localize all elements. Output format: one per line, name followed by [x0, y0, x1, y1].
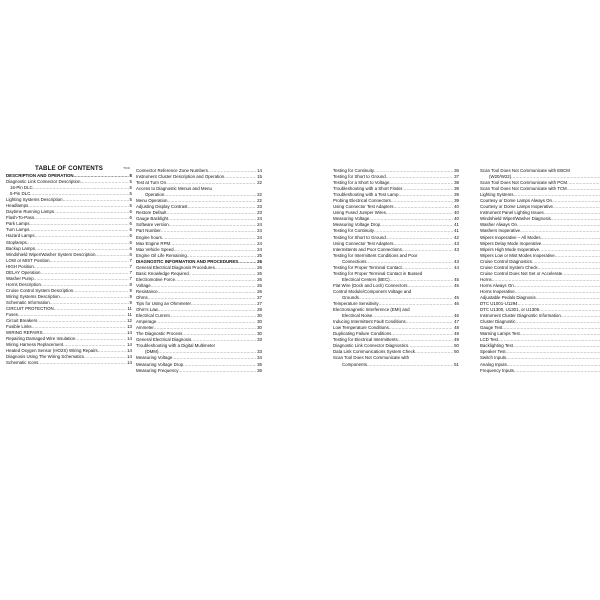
toc-entry-title: Washer Pump: [6, 275, 34, 281]
toc-entry-title: Repairing Damaged Wire Insulation: [6, 336, 76, 342]
toc-entry-page: 24: [257, 228, 262, 234]
toc-entry-title: Troubleshooting with a Test Lamp: [333, 192, 399, 198]
toc-entry-page: 51: [454, 361, 459, 367]
toc-entry-title: (W20/W22): [489, 174, 512, 180]
toc-entry-title: Ohm's Law: [136, 307, 158, 313]
toc-entry-leader: [178, 368, 256, 374]
toc-entry-page: 46: [454, 301, 459, 307]
toc-entry-title: WIRING REPAIRS: [6, 330, 43, 336]
toc-entry-title: Resistance: [136, 288, 158, 294]
toc-entry-title: Testing for Continuity: [333, 168, 374, 173]
toc-entry-title: Testing for Short to Ground: [333, 234, 386, 240]
toc-entry[interactable]: [6, 360, 132, 366]
toc-entry-page: 43: [454, 240, 459, 246]
toc-entry-page: 7: [129, 257, 132, 263]
toc-entry-page: 41: [454, 222, 459, 228]
toc-entry-page: 22: [257, 198, 262, 204]
toc-entry-page: 23: [257, 204, 262, 210]
toc-entry-page: 14: [127, 360, 132, 366]
toc-entry-title: Low Temperature Conditions: [333, 325, 389, 331]
toc-entry-title: Testing for Continuity: [333, 228, 374, 234]
toc-entry-title: Duplicating Failure Conditions: [333, 331, 392, 337]
toc-entry-title: Scan Tool Does Not Communicate with PCM: [480, 180, 568, 186]
toc-entry-page: 30: [257, 313, 262, 319]
toc-title-text: TABLE OF CONTENTS: [35, 165, 103, 172]
toc-entry-title: Backup Lamps: [6, 245, 36, 251]
toc-entry-title: Wipers High Mode Inoperative: [480, 246, 540, 252]
toc-entry-title: Diagnostic Link Connector Description: [6, 179, 81, 185]
toc-entry-title: Control Module/Component Voltage and: [333, 288, 412, 294]
toc-entry-title: Testing for Electrical Intermittents: [333, 337, 398, 343]
toc-entry-page: 24: [257, 222, 262, 228]
toc-entry-title: DTC U1001-U1294: [480, 301, 518, 307]
toc-entry-title: Windshield Wiper/Washer System Description: [6, 251, 96, 257]
toc-entry-title: Software version: [136, 222, 169, 228]
toc-entry-page: 14: [127, 342, 132, 348]
toc-entry-page: 30: [257, 319, 262, 325]
toc-entry-title: Menu Operation: [136, 198, 168, 204]
toc-entry-page: 26: [257, 258, 262, 264]
toc-entry-page: 6: [129, 245, 132, 251]
toc-entry-title: Washers Inoperative: [480, 228, 521, 234]
toc-entry-page: 35: [257, 361, 262, 367]
toc-entry-title: DIAGNOSTIC INFORMATION AND PROCEDURES: [136, 258, 239, 264]
toc-entry-title: Horns Always On: [480, 282, 514, 288]
toc-entry-title: Data Link Communications System Check: [333, 349, 415, 355]
toc-entry-title: Wipers Low or Mist Modes Inoperative: [480, 252, 555, 258]
toc-entry-title: Lighting Systems Description: [6, 197, 63, 203]
toc-entry-page: 6: [129, 215, 132, 221]
toc-entry-page: 34: [257, 355, 262, 361]
toc-entry-title: Analog Inputs: [480, 361, 507, 367]
toc-entry-title: Lighting Systems: [480, 192, 514, 198]
toc-entry-title: Grounds: [342, 294, 359, 300]
toc-entry-title: Ohms: [136, 294, 148, 300]
toc-entry-page: 27: [257, 294, 262, 300]
toc-entry-title: Diagnostic Link Connector Diagnostics: [333, 343, 409, 349]
toc-column-4: [480, 168, 600, 374]
toc-entry-page: 39: [454, 198, 459, 204]
toc-entry-page: 40: [454, 216, 459, 222]
toc-entry-title: Speaker Test: [480, 349, 506, 355]
toc-entry-title: Engine hours: [136, 234, 162, 240]
toc-entry-title: Switch Inputs: [480, 355, 507, 361]
toc-entry-title: HIGH Position: [6, 263, 34, 269]
toc-entries-4: [480, 168, 600, 374]
toc-entry-title: Using Connector Test Adapters: [333, 204, 394, 210]
toc-entry-title: Headlamps: [6, 203, 29, 209]
toc-entry-page: 24: [257, 240, 262, 246]
toc-entry-page: 24: [257, 216, 262, 222]
toc-entry-page: 5: [129, 179, 132, 185]
toc-entry-title: Instrument Panel Lighting Issues: [480, 210, 544, 216]
toc-entry-title: DESCRIPTION AND OPERATION: [6, 173, 74, 178]
toc-entry-title: Measuring Voltage Drop: [136, 361, 184, 367]
toc-entry-title: Schematic Information: [6, 299, 50, 305]
toc-entry-page: 9: [129, 287, 132, 293]
toc-entry-title: Temperature Sensitivity: [333, 301, 379, 307]
toc-entry-title: Instrument Cluster Description and Operation: [136, 174, 225, 180]
toc-entry-title: Adjusting Display Contrast: [136, 204, 188, 210]
toc-entry-title: Scan Tool Does Not Communicate with: [333, 355, 410, 361]
toc-entry-title: Voltage: [136, 282, 151, 288]
toc-entry-title: Troubleshooting with a Short Finder: [333, 186, 403, 192]
toc-entry-title: Wipers Inoperative – All Modes: [480, 234, 541, 240]
toc-entry-title: Tips for Using an Ohmmeter: [136, 301, 191, 307]
toc-entry-page: 11: [127, 312, 132, 318]
toc-entry-title: Testing for Proper Terminal Contact in Bussed: [333, 270, 423, 276]
toc-entry-title: Scan Tool Does Not Communicate with TCM: [480, 186, 567, 192]
toc-entry-title: Circuit Breakers: [6, 318, 38, 324]
toc-entry-page: 26: [257, 282, 262, 288]
toc-entry-page: 38: [454, 180, 459, 186]
toc-entry-title: The Diagnostic Process: [136, 331, 183, 337]
toc-entry-page: 48: [454, 325, 459, 331]
toc-entry-page: 28: [257, 307, 262, 313]
toc-entry-page: 9: [129, 299, 132, 305]
toc-entry-title: (DMM): [145, 349, 159, 355]
toc-entry-page: 45: [454, 282, 459, 288]
toc-entry-title: Instrument Cluster Diagnostic Information: [480, 313, 561, 319]
toc-entry-title: Cruise Control Does Not Set or Accelerate: [480, 270, 563, 276]
toc-entry-title: Cruise Control System Description: [6, 287, 74, 293]
toc-entry-page: 6: [129, 233, 132, 239]
toc-entry-title: Horns: [480, 276, 492, 282]
toc-entry-page: 27: [257, 301, 262, 307]
toc-entry-title: Basic Knowledge Required: [136, 270, 189, 276]
toc-entry-page: 5: [129, 203, 132, 209]
toc-entry-page: 26: [257, 270, 262, 276]
toc-entry-title: Operation: [145, 192, 165, 198]
toc-entry-page: 22: [257, 192, 262, 198]
toc-entry-page: 40: [454, 210, 459, 216]
toc-entry-title: 5-Pin DLC: [10, 191, 31, 197]
toc-entry-title: Daytime Running Lamps: [6, 209, 55, 215]
toc-entry-page: 7: [129, 263, 132, 269]
toc-entry-title: General Electrical Diagnosis: [136, 337, 192, 343]
toc-entry-title: Testing for Short to Ground: [333, 174, 386, 180]
toc-entry-page: 7: [129, 275, 132, 281]
toc-entry-title: CIRCUIT PROTECTION: [6, 306, 54, 312]
toc-entry-page: 6: [129, 251, 132, 257]
toc-entry-title: Scan Tool Does Not Communicate with EBCM: [480, 168, 570, 173]
toc-entry[interactable]: [333, 362, 459, 368]
toc-entry-title: Frequency Inputs: [480, 367, 514, 373]
toc-column-1: [6, 165, 132, 367]
toc-entry[interactable]: [136, 368, 262, 374]
toc-entry-title: Inducing Intermittent Fault Conditions: [333, 319, 406, 325]
toc-entry[interactable]: [480, 368, 600, 374]
toc-column-3: [333, 168, 459, 368]
toc-entry-page: 47: [454, 319, 459, 325]
toc-entry-page: 9: [129, 293, 132, 299]
toc-entry-title: LCD Test: [480, 337, 498, 343]
toc-entry-page: 43: [454, 246, 459, 252]
toc-entry-page: 49: [454, 337, 459, 343]
toc-entry-page: 45: [454, 276, 459, 282]
toc-entry-title: Fusible Links: [6, 324, 32, 330]
toc-entry-title: Electrical Centers (BEC): [342, 276, 390, 282]
toc-entry-title: Components: [342, 361, 367, 367]
toc-entry-title: Test at Turn On: [136, 180, 167, 186]
toc-entry-page: 11: [127, 306, 132, 312]
toc-entry-page: 46: [454, 313, 459, 319]
toc-entries-1: [6, 173, 132, 367]
toc-entry-title: LOW or MIST Position: [6, 257, 50, 263]
toc-entry-page: 25: [257, 252, 262, 258]
toc-entry-page: 37: [454, 174, 459, 180]
toc-entry-title: Electrical Noise: [342, 313, 373, 319]
toc-entry-page: 14: [257, 168, 262, 173]
toc-entry-page: 44: [454, 264, 459, 270]
toc-entry-title: Using Fused Jumper Wires: [333, 210, 386, 216]
toc-entry-page: 6: [129, 227, 132, 233]
toc-entry-title: DTC U1300, U1301, or U1305: [480, 307, 540, 313]
toc-entry-page: 15: [257, 174, 262, 180]
toc-entry-title: Part Number: [136, 228, 161, 234]
toc-entry-page: 36: [257, 367, 262, 373]
toc-entry-title: Electrical Current: [136, 313, 170, 319]
toc-entry-title: Probing Electrical Connectors: [333, 198, 391, 204]
toc-entry-page: 33: [257, 349, 262, 355]
toc-entry-title: Cruise Control System Check: [480, 264, 538, 270]
toc-entry-page: 23: [257, 210, 262, 216]
toc-entry-title: Turn Lamps: [6, 227, 30, 233]
toc-entry-page: 5: [129, 191, 132, 197]
toc-entry-title: Gauge Backlight: [136, 216, 169, 222]
toc-entry-title: Stoplamps: [6, 239, 27, 245]
toc-entry-page: 50: [454, 349, 459, 355]
toc-entry-title: Park Lamps: [6, 221, 30, 227]
toc-entry-title: Courtesy or Dome Lamps Inoperative: [480, 204, 553, 210]
toc-entry-page: 30: [257, 325, 262, 331]
toc-entry-title: Max Engine RPM: [136, 240, 171, 246]
toc-entry-page: 42: [454, 234, 459, 240]
toc-entry-leader: [407, 283, 453, 289]
toc-entry-page: 45: [454, 294, 459, 300]
toc-entry-title: Heated Oxygen Sensor (HO2S) Wiring Repairs: [6, 348, 98, 354]
toc-entry-page: 6: [129, 239, 132, 245]
toc-entry-title: DELAY Operation: [6, 269, 41, 275]
toc-entry-title: General Electrical Diagnosis Procedures: [136, 264, 215, 270]
toc-entry-leader: [367, 362, 453, 368]
toc-entry-title: Wipers Delay Mode Inoperative: [480, 240, 542, 246]
toc-entry-title: Schematic Icons: [6, 360, 39, 366]
toc-entry-title: Backlighting Test: [480, 343, 513, 349]
toc-entry-title: Horns Description: [6, 281, 41, 287]
toc-entry-page: 5: [129, 173, 132, 178]
toc-entry-page: 5: [129, 197, 132, 203]
toc-entry-title: Flat Wire (Dock and Lock) Connectors: [333, 282, 408, 288]
toc-entry-page: 5: [129, 185, 132, 191]
toc-entry-page: 36: [454, 168, 459, 173]
toc-entry-leader: [415, 349, 453, 355]
toc-entry-page: 30: [257, 331, 262, 337]
toc-entry-title: Testing for a Short to Voltage: [333, 180, 390, 186]
toc-entry-title: Measuring Frequency: [136, 367, 179, 373]
toc-entry-page: 14: [127, 330, 132, 336]
toc-entry-page: 40: [454, 204, 459, 210]
toc-entry-page: 24: [257, 234, 262, 240]
toc-entry-page: 39: [454, 186, 459, 192]
toc-entry-page: 24: [257, 246, 262, 252]
toc-entry-title: Adjustable Pedals Diagnosis: [480, 294, 536, 300]
toc-entry-page: 13: [127, 324, 132, 330]
toc-entry-title: Cluster Diagnostic: [480, 319, 516, 325]
toc-entry-page: 22: [257, 180, 262, 186]
toc-entry-title: Engine Oil Life Remaining: [136, 252, 187, 258]
toc-entry-title: Windshield Wiper/Washer Diagnosis: [480, 216, 551, 222]
toc-entry-title: Flash-To-Pass: [6, 215, 35, 221]
toc-entry-page: 41: [454, 228, 459, 234]
toc-title-tag: TOC: [123, 166, 130, 170]
toc-entry-page: 39: [454, 192, 459, 198]
toc-entry-title: Fuses: [6, 312, 18, 318]
toc-entry-page: 26: [257, 288, 262, 294]
toc-entry-title: Warning Lamps Test: [480, 331, 520, 337]
toc-entry-title: Testing for Proper Terminal Contact: [333, 264, 402, 270]
toc-entry-leader: [514, 368, 600, 374]
toc-entries-3: [333, 168, 459, 368]
toc-entry-page: 14: [127, 348, 132, 354]
toc-entry-title: Electromotive Force: [136, 276, 176, 282]
toc-entry-title: Max Vehicle Speed: [136, 246, 174, 252]
toc-entry-leader: [38, 360, 126, 366]
toc-entry-page: 33: [257, 337, 262, 343]
toc-entry-title: Testing for Intermittent Conditions and Poor: [333, 252, 418, 258]
toc-entry-title: Gauge Test: [480, 325, 503, 331]
toc-entry-title: Wiring Systems Description: [6, 293, 60, 299]
toc-entry-title: Restore Default: [136, 210, 167, 216]
toc-entry-title: Connector Reference Zone Numbers: [136, 168, 208, 173]
toc-entry-page: 50: [454, 343, 459, 349]
toc-entry-title: Electromagnetic Interference (EMI) and: [333, 307, 410, 313]
toc-entry-title: Using Connector Test Adapters: [333, 240, 394, 246]
toc-entry-page: 14: [127, 354, 132, 360]
toc-entry-title: 16-Pin DLC: [10, 185, 33, 191]
toc-column-2: [136, 168, 262, 374]
toc-entry-title: Amperage: [136, 319, 157, 325]
toc-entries-2: [136, 168, 262, 374]
toc-entry-title: Ammeter: [136, 325, 154, 331]
toc-entry-title: Access to Diagnostic Menus and Menu: [136, 186, 212, 192]
toc-entry-title: Horns Inoperative: [480, 288, 515, 294]
toc-entry-page: 12: [127, 318, 132, 324]
toc-entry-page: 7: [129, 269, 132, 275]
toc-entry-title: Washer Always On: [480, 222, 517, 228]
toc-entry-title: Cruise Control Diagnostics: [480, 258, 532, 264]
toc-entry-page: 6: [129, 221, 132, 227]
toc-entry-page: 6: [129, 209, 132, 215]
toc-entry-title: Intermittents and Poor Connections: [333, 246, 402, 252]
toc-entry-page: 14: [127, 336, 132, 342]
toc-entry-page: 43: [454, 258, 459, 264]
toc-entry-title: Hazard Lamps: [6, 233, 35, 239]
toc-entry-title: Diagnosis Using The Wiring Schematics: [6, 354, 85, 360]
toc-entry-title: Connections: [342, 258, 367, 264]
toc-entry-title: Measuring Voltage: [136, 355, 173, 361]
toc-entry-page: 8: [129, 281, 132, 287]
toc-entry-title: Courtesy or Dome Lamps Always On: [480, 198, 552, 204]
toc-entry-page: 26: [257, 264, 262, 270]
toc-entry-title: Wiring Harness Replacement: [6, 342, 64, 348]
toc-title: [6, 165, 132, 173]
toc-entry-title: Measuring Voltage Drop: [333, 222, 381, 228]
toc-entry-page: 49: [454, 331, 459, 337]
toc-entry-title: Troubleshooting with a Digital Multimeter: [136, 343, 216, 349]
toc-entry-page: 26: [257, 276, 262, 282]
toc-entry-title: Measuring Voltage: [333, 216, 370, 222]
